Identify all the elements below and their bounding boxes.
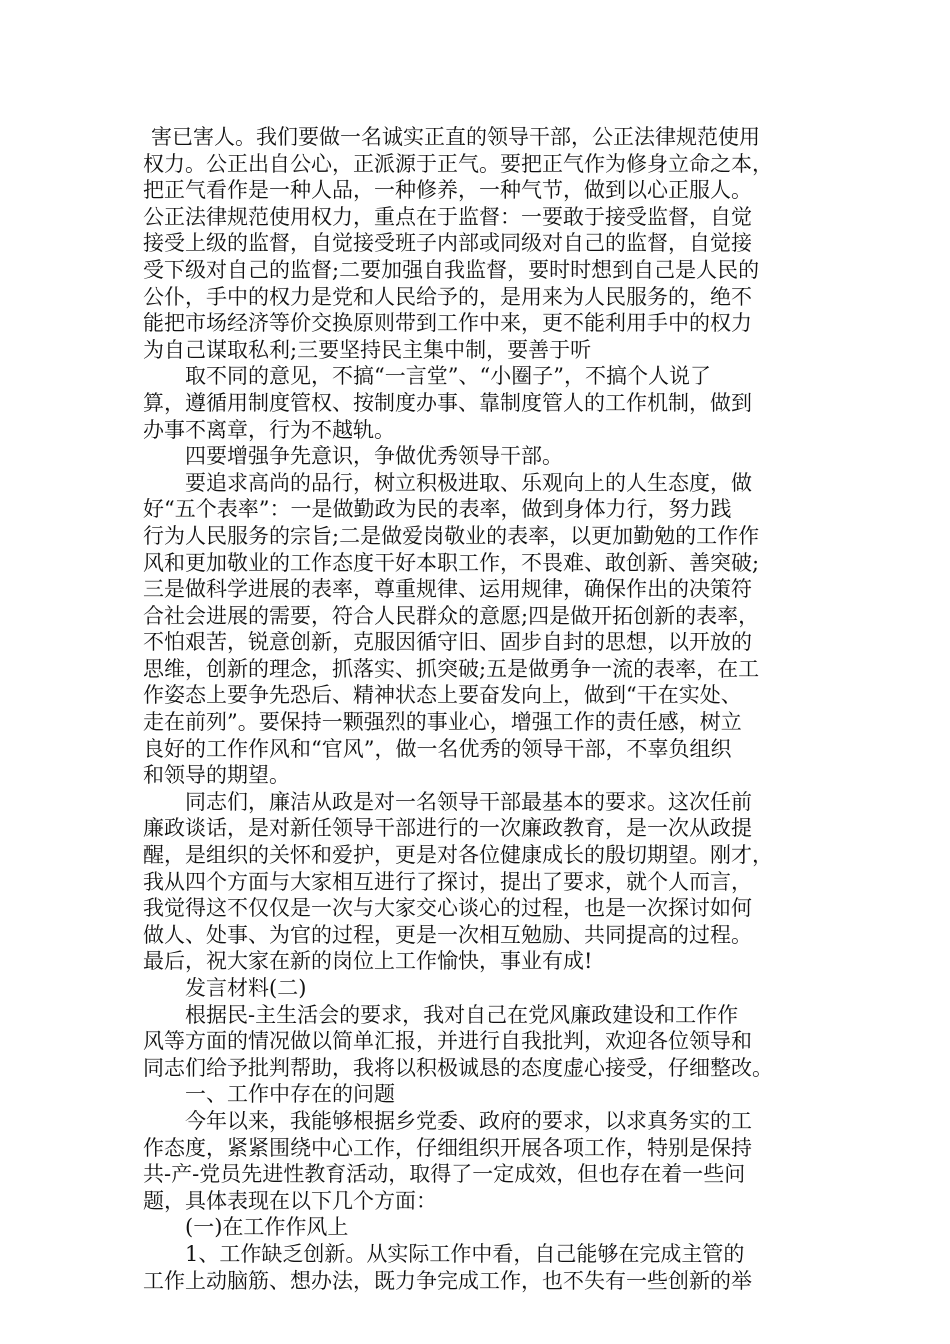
text-line: 同志们，廉洁从政是对一名领导干部最基本的要求。这次任前: [185, 789, 752, 814]
text-line: 要追求高尚的品行，树立积极进取、乐观向上的人生态度，做: [185, 470, 752, 495]
text-line: 一、工作中存在的问题: [185, 1082, 395, 1107]
document-body: [143, 124, 813, 1294]
text-line: 能把市场经济等价交换原则带到工作中来，更不能利用手中的权力: [143, 311, 752, 336]
text-line: 害已害人。我们要做一名诚实正直的领导干部，公正法律规范使用: [151, 125, 760, 149]
text-line: 公正法律规范使用权力，重点在于监督：一要敢于接受监督，自觉: [143, 204, 752, 229]
text-line: 和领导的期望。: [143, 763, 290, 788]
text-line: 今年以来，我能够根据乡党委、政府的要求，以求真务实的工: [185, 1108, 752, 1133]
text-line: 算，遵循用制度管权、按制度办事、靠制度管人的工作机制，做到: [143, 390, 752, 415]
text-line: 好“五个表率”：一是做勤政为民的表率，做到身体力行，努力践: [143, 497, 732, 522]
text-line: 我从四个方面与大家相互进行了探讨，提出了要求，就个人而言，: [143, 869, 752, 894]
text-line: 风和更加敬业的工作态度干好本职工作，不畏难、敢创新、善突破;: [143, 550, 760, 575]
text-line: 合社会进展的需要，符合人民群众的意愿;四是做开拓创新的表率，: [143, 603, 760, 628]
text-line: 同志们给予批判帮助，我将以积极诚恳的态度虚心接受，仔细整改。: [143, 1055, 773, 1080]
text-line: 权力。公正出自公心，正派源于正气。要把正气作为修身立命之本，: [143, 151, 773, 176]
text-line: 为自己谋取私利;三要坚持民主集中制，要善于听: [143, 337, 592, 362]
text-line: 四要增强争先意识，争做优秀领导干部。: [185, 444, 563, 469]
text-line: 取不同的意见，不搞“一言堂”、“小圈子”，不搞个人说了: [185, 364, 711, 389]
text-line: 作姿态上要争先恐后、精神状态上要奋发向上，做到“干在实处、: [143, 683, 742, 708]
text-line: 题，具体表现在以下几个方面：: [143, 1188, 437, 1213]
text-line: 公仆，手中的权力是党和人民给予的，是用来为人民服务的，绝不: [143, 284, 752, 309]
text-line: 把正气看作是一种人品，一种修养，一种气节，做到以心正服人。: [143, 178, 752, 203]
text-line: (一)在工作作风上: [185, 1215, 349, 1240]
text-line: 走在前列”。要保持一颗强烈的事业心，增强工作的责任感，树立: [143, 710, 742, 735]
text-line: 廉政谈话，是对新任领导干部进行的一次廉政教育，是一次从政提: [143, 816, 752, 841]
text-line: 思维，创新的理念，抓落实、抓突破;五是做勇争一流的表率，在工: [143, 656, 760, 681]
text-line: 根据民-主生活会的要求，我对自己在党风廉政建设和工作作: [185, 1002, 739, 1027]
text-line: 最后，祝大家在新的岗位上工作愉快，事业有成!: [143, 949, 593, 974]
text-line: 做人、处事、为官的过程，更是一次相互勉励、共同提高的过程。: [143, 922, 752, 947]
text-line: 行为人民服务的宗旨;二是做爱岗敬业的表率，以更加勤勉的工作作: [143, 523, 760, 548]
text-line: 受下级对自己的监督;二要加强自我监督，要时时想到自己是人民的: [143, 257, 760, 282]
text-line: 良好的工作作风和“官风”，做一名优秀的领导干部，不辜负组织: [143, 736, 732, 761]
text-line: 共-产-党员先进性教育活动，取得了一定成效，但也存在着一些问: [143, 1162, 746, 1187]
text-line: 工作上动脑筋、想办法，既力争完成工作，也不失有一些创新的举: [143, 1268, 752, 1293]
text-line: 醒，是组织的关怀和爱护，更是对各位健康成长的殷切期望。刚才，: [143, 843, 773, 868]
text-line: 风等方面的情况做以简单汇报，并进行自我批判，欢迎各位领导和: [143, 1029, 752, 1054]
text-line: 不怕艰苦，锐意创新，克服因循守旧、固步自封的思想，以开放的: [143, 630, 752, 655]
text-line: 办事不离章，行为不越轨。: [143, 417, 395, 442]
text-line: 三是做科学进展的表率，尊重规律、运用规律，确保作出的决策符: [143, 577, 752, 602]
text-line: 我觉得这不仅仅是一次与大家交心谈心的过程，也是一次探讨如何: [143, 896, 752, 921]
text-line: 1、工作缺乏创新。从实际工作中看，自己能够在完成主管的: [185, 1241, 745, 1266]
text-line: 作态度，紧紧围绕中心工作，仔细组织开展各项工作，特别是保持: [143, 1135, 752, 1160]
text-line: 发言材料(二): [185, 976, 307, 1000]
text-line: 接受上级的监督，自觉接受班子内部或同级对自己的监督，自觉接: [143, 231, 752, 256]
